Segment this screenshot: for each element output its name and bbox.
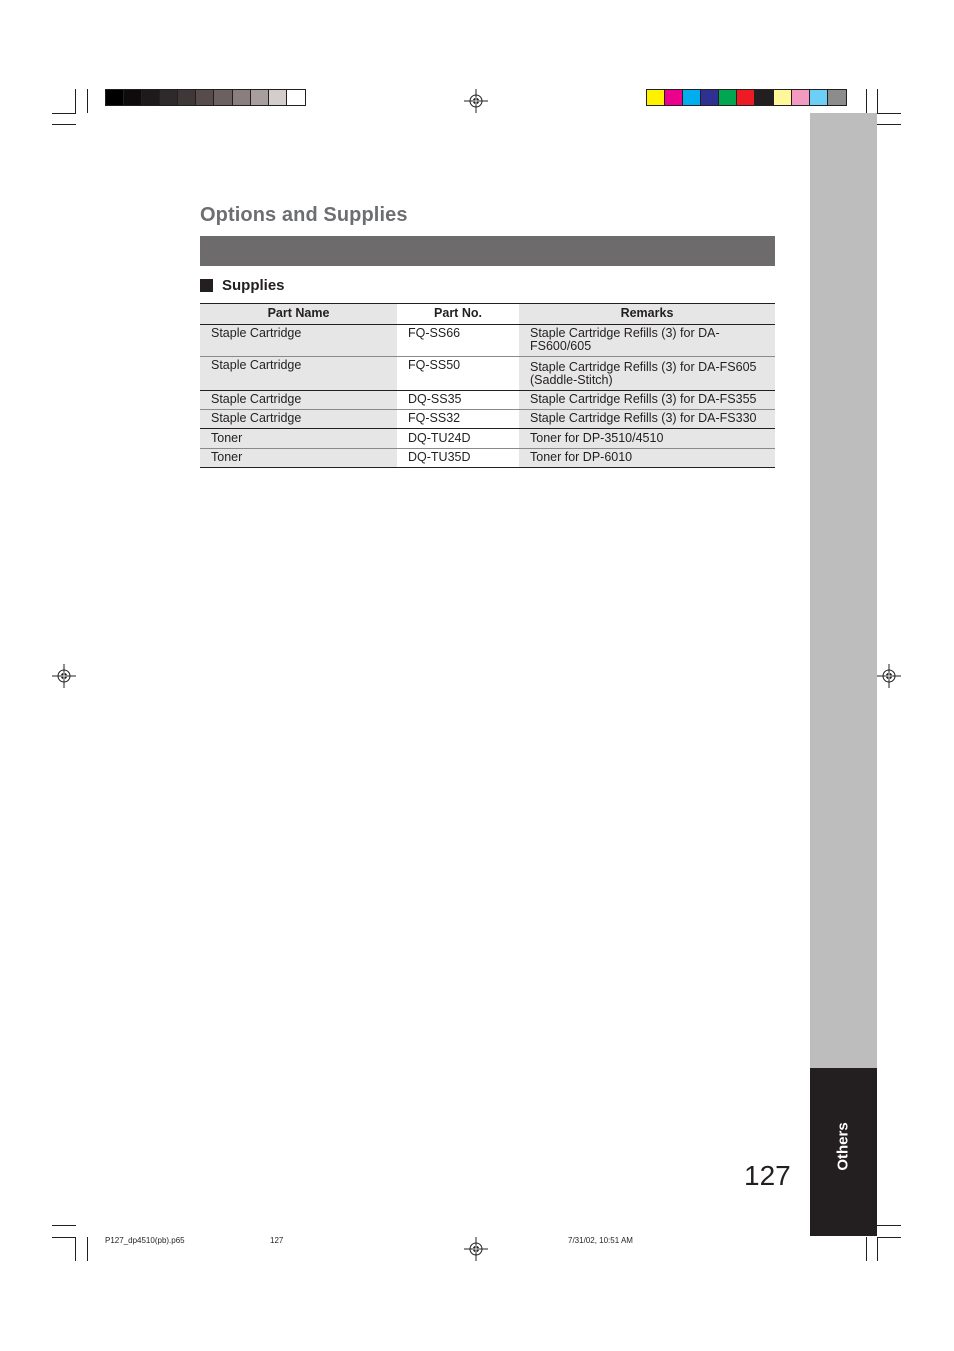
grayscale-calibration-bar [105,89,306,106]
table-row [200,410,775,429]
crop-mark [877,113,901,114]
slug-datetime: 7/31/02, 10:51 AM [568,1236,633,1245]
part-number-cell: FQ-SS50 [397,357,519,391]
section-heading [200,277,285,294]
crop-mark [87,1237,88,1261]
calibration-swatch [269,90,287,105]
remarks-cell: Toner for DP-3510/4510 [519,429,775,449]
crop-mark [877,1225,901,1226]
remarks-cell: Toner for DP-6010 [519,449,775,468]
part-number-cell: FQ-SS32 [397,410,519,429]
remarks-cell: Staple Cartridge Refills (3) for DA-FS355 [519,391,775,410]
table-row [200,449,775,468]
color-calibration-bar [646,89,847,106]
table-row [200,391,775,410]
calibration-swatch [792,90,810,105]
calibration-swatch [160,90,178,105]
calibration-swatch [251,90,269,105]
calibration-swatch [665,90,683,105]
crop-mark [877,89,878,113]
side-tab-track [810,113,877,1068]
square-bullet-icon [200,279,213,292]
calibration-swatch [810,90,828,105]
part-name-cell: Staple Cartridge [200,325,397,357]
calibration-swatch [233,90,251,105]
supplies-table [200,303,775,468]
column-header: Part No. [397,304,519,325]
calibration-swatch [737,90,755,105]
part-name-cell: Staple Cartridge [200,410,397,429]
side-tab-label-wrap [810,1068,877,1236]
calibration-swatch [214,90,232,105]
page-number: 127 [744,1160,791,1191]
part-name-cell: Toner [200,429,397,449]
page-title: Options and Supplies [200,204,408,226]
calibration-swatch [719,90,737,105]
remarks-cell: Staple Cartridge Refills (3) for DA-FS600/605 [519,325,775,357]
remarks-text: Staple Cartridge Refills (3) for DA-FS605 (Saddle-Stitch) [530,360,757,387]
calibration-swatch [701,90,719,105]
slug-page: 127 [270,1236,284,1245]
crop-mark [877,1237,901,1238]
calibration-swatch [124,90,142,105]
title-band [200,236,775,266]
calibration-swatch [106,90,124,105]
calibration-swatch [774,90,792,105]
crop-mark [52,1225,76,1226]
calibration-swatch [755,90,773,105]
part-number-cell: DQ-TU24D [397,429,519,449]
slug-filename: P127_dp4510(pb).p65 [105,1236,185,1245]
crop-mark [52,113,76,114]
part-number-cell: FQ-SS66 [397,325,519,357]
column-header: Part Name [200,304,397,325]
column-header: Remarks [519,304,775,325]
registration-mark-icon [464,1237,488,1261]
remarks-cell [519,357,775,391]
part-name-cell: Staple Cartridge [200,357,397,391]
crop-mark [866,89,867,113]
calibration-swatch [287,90,305,105]
calibration-swatch [142,90,160,105]
part-name-cell: Toner [200,449,397,468]
crop-mark [52,124,76,125]
table-row [200,325,775,357]
crop-mark [75,1237,76,1261]
table-header-row [200,304,775,325]
registration-mark-icon [877,664,901,688]
calibration-swatch [178,90,196,105]
crop-mark [52,1237,76,1238]
table-row [200,357,775,391]
calibration-swatch [196,90,214,105]
crop-mark [87,89,88,113]
part-name-cell: Staple Cartridge [200,391,397,410]
registration-mark-icon [464,89,488,113]
part-number-cell: DQ-SS35 [397,391,519,410]
calibration-swatch [828,90,846,105]
table-row [200,429,775,449]
registration-mark-icon [52,664,76,688]
section-title: Supplies [222,277,285,294]
crop-mark [75,89,76,113]
calibration-swatch [647,90,665,105]
calibration-swatch [683,90,701,105]
remarks-cell: Staple Cartridge Refills (3) for DA-FS330 [519,410,775,429]
crop-mark [866,1237,867,1261]
crop-mark [877,1237,878,1261]
side-tab-label: Others [834,1121,852,1171]
crop-mark [877,124,901,125]
part-number-cell: DQ-TU35D [397,449,519,468]
